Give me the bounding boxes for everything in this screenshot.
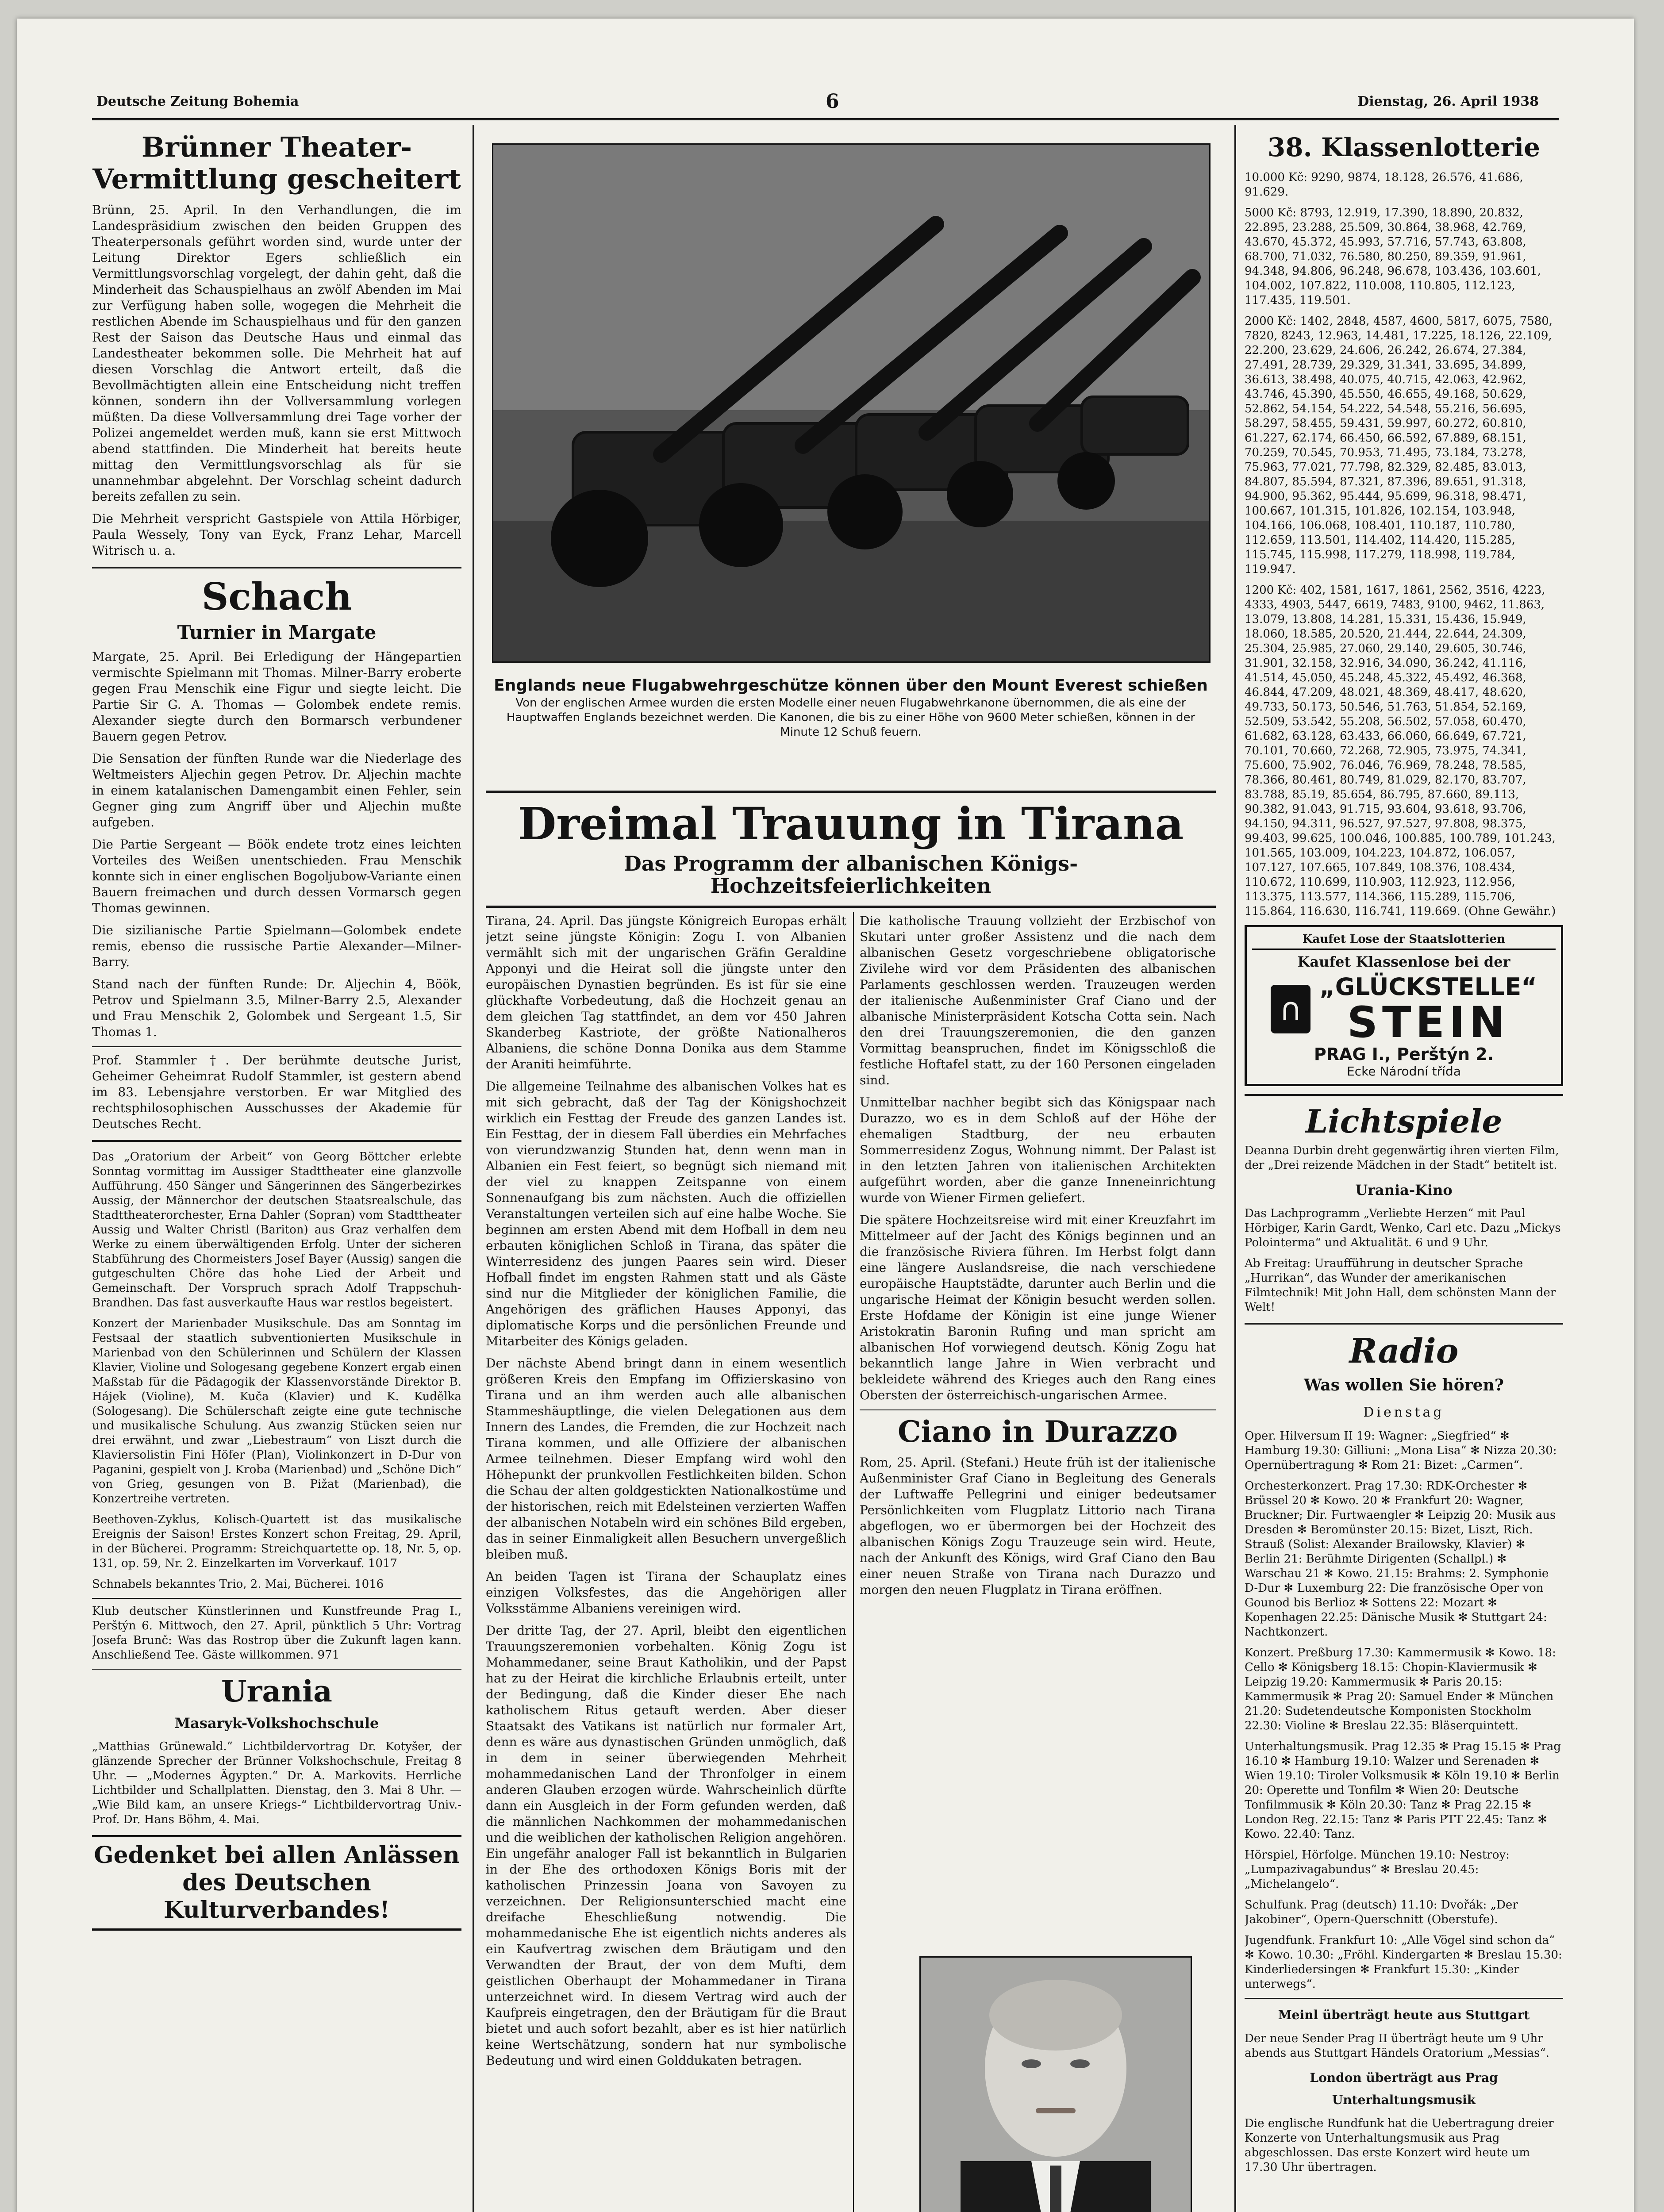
- divider: [1245, 1998, 1563, 1999]
- caption-text: Von der englischen Armee wurden die ersten Modelle einer neuen Flugabwehrkanone übernommen, die als eine der Hauptwaffen Englands bezeichnet werden. Die Kanonen, die bis zu einer Höhe von 9600 Meter schießen, können in der Minute 12 Schuß feuern.: [506, 696, 1195, 739]
- article-text: Rom, 25. April. (Stefani.) Heute früh ist der italienische Außenminister Graf Ciano in Begleitung des Generals der Luftwaffe Pellegrini und einiger bedeutsamer Persönlichkeiten vom Flugplatz Littorio nach Tirana abgeflogen, wo er übermorgen bei der Hochzeit des albanischen Königs Zogu Trauzeuge sein wird. Heute, nach der Ankunft des Königs, wird Graf Ciano den Bau einer neuen Straße von Tirana nach Durazzo und morgen den neuen Flugplatz in Tirana eröffnen.: [860, 1455, 1216, 1597]
- radio-headline: Radio: [1349, 1331, 1459, 1371]
- divider: [1245, 1323, 1563, 1325]
- urania-headline: Urania: [221, 1674, 332, 1709]
- tirana-subheadline: Das Programm der albanischen Königs-Hochzeitsfeierlichkeiten: [623, 852, 1078, 898]
- article-text: Die allgemeine Teilnahme des albanischen Volkes hat es mit sich gebracht, daß der Tag der Königshochzeit wirklich ein Festtag der Freude des ganzen Landes ist. Ein Festtag, der in diesem Fall überdies ein Mehrfaches von vierundzwanzig Stunden hat, denn wenn man in Albanien ein Fest feiert, so begnügt sich niemand mit der viel zu knappen Zeitspanne von einem Sonnenaufgang bis zum nächsten. Auch die offiziellen Veranstaltungen verteilen sich auf eine halbe Woche. Sie beginnen am ersten Abend mit dem Hofball in dem neu erbauten königlichen Schloß in Tirana, das später die Winterresidenz des jungen Paares sein wird. Dieser Hofball findet im engsten Rahmen statt und als Gäste sind nur die Mitglieder der königlichen Familie, die Angehörigen des gräflichen Hauses Apponyi, das diplomatische Korps und die persönlichen Freunde und Mitarbeiter des Königs geladen.: [486, 1079, 846, 1348]
- issue-date: Dienstag, 26. April 1938: [1357, 94, 1539, 109]
- article-text: Tirana, 24. April. Das jüngste Königreich Europas erhält jetzt seine jüngste Königin: Zogu I. von Albanien vermählt sich mit der ungarischen Gräfin Geraldine Apponyi und die Heirat soll die jüngste unter den europäischen Dynastien begründen. Es ist für sie eine glückhafte Vorbedeutung, daß die Hochzeit genau an dem gleichen Tag stattfindet, an dem vor 450 Jahren Skanderbeg Kastriote, der größte Nationalheros Albaniens, die schöne Donna Donika aus dem Stamme der Araniti heimführte.: [486, 914, 846, 1071]
- article-text: Die Partie Sergeant — Böök endete trotz eines leichten Vorteiles des Weißen unentschieden. Frau Menschik konnte sich in einer englischen Bogoljubow-Variante einen Bauern freimachen und durch dessen Vormarsch gegen Thomas gewinnen.: [92, 837, 461, 915]
- article-text: Stand nach der fünften Runde: Dr. Aljechin 4, Böök, Petrov und Spielmann 3.5, Milner-Barry 2.5, Alexander und Frau Menschik 2, Golombek und Sergeant 1.5, Sir Thomas 1.: [92, 977, 461, 1039]
- slogan-text: Gedenket bei allen Anlässen des Deutschen Kulturverbandes!: [94, 1842, 460, 1924]
- newspaper-page: [17, 19, 1634, 2212]
- article-text: Das Lachprogramm „Verliebte Herzen“ mit Paul Hörbiger, Karin Gardt, Wenko, Carl etc. Dazu „Mickys Polointerma“ und Aktualität. 6 und 9 Uhr.: [1245, 1207, 1561, 1249]
- lottery-numbers: 10.000 Kč: 9290, 9874, 18.128, 26.576, 41.686, 91.629.: [1245, 171, 1523, 199]
- radio-listing: Oper. Hilversum II 19: Wagner: „Siegfried“ ✻ Hamburg 19.30: Gilliuni: „Mona Lisa“ ✻ Nizza 20.30: Opernübertragung ✻ Rom 21: Bizet: „Carmen“.: [1245, 1429, 1557, 1472]
- portrait-photo: [919, 1956, 1192, 2212]
- divider: [92, 1140, 461, 1142]
- lottery-numbers: 2000 Kč: 1402, 2848, 4587, 4600, 5817, 6075, 7580, 7820, 8243, 12.963, 14.481, 17.225, 18.126, 22.109, 22.200, 23.629, 24.606, 26.242, 26.674, 27.384, 27.491, 28.739, 29.329, 31.341, 33.695, 34.899, 36.613, 38.498, 40.075, 40.715, 42.063, 42.962, 43.746, 45.390, 45.550, 46.655, 49.168, 50.629, 52.862, 54.154, 54.222, 54.548, 55.216, 56.695, 58.297, 58.455, 59.431, 59.997, 60.272, 60.810, 61.227, 62.174, 66.450, 66.592, 67.889, 68.151, 70.259, 70.545, 70.953, 71.495, 73.184, 73.278, 75.963, 77.021, 77.798, 82.329, 82.485, 83.013, 84.807, 85.594, 87.321, 87.396, 89.651, 91.318, 94.900, 95.362, 95.444, 95.699, 96.318, 98.471, 100.667, 101.315, 101.826, 102.154, 103.948, 104.166, 106.068, 108.401, 110.187, 110.780, 112.659, 113.501, 114.402, 114.420, 115.285, 115.745, 115.998, 117.279, 118.998, 119.784, 119.947.: [1245, 315, 1553, 576]
- antiaircraft-photo: [492, 143, 1211, 663]
- lichtspiele-headline: Lichtspiele: [1305, 1102, 1503, 1140]
- antiaircraft-guns-illustration: [493, 145, 1209, 661]
- column-left: [92, 131, 461, 2212]
- ciano-headline: Ciano in Durazzo: [897, 1414, 1178, 1449]
- article-text: Die katholische Trauung vollzieht der Erzbischof von Skutari unter großer Assistenz und die nach dem albanischen Gesetz vorgeschriebene obligatorische Zivilehe wird vor dem Präsidenten des albanischen Parlaments geschlossen werden. Trauzeugen werden der italienische Außenminister Graf Ciano und der albanische Ministerpräsident Kotscha Cotta sein. Nach den drei Trauungszeremonien, die den ganzen Vormittag beanspruchen, findet im Königsschloß die festliche Hoftafel statt, zu der 160 Personen eingeladen sind.: [860, 914, 1216, 1087]
- divider: [92, 1598, 461, 1599]
- article-text: Margate, 25. April. Bei Erledigung der Hängepartien vermischte Spielmann mit Thomas. Milner-Barry eroberte gegen Frau Menschik eine Figur und siegte leicht. Die Partie Sir G. A. Thomas — Golombek endete remis. Alexander siegte durch den Bormarsch verbundener Bauern gegen Petrov.: [92, 649, 461, 744]
- article-text: Konzert der Marienbader Musikschule. Das am Sonntag im Festsaal der staatlich subventionierten Musikschule in Marienbad von den Schülerinnen und Schülern der Klassen Klavier, Violine und Sologesang gegebene Konzert ergab einen Maßstab für die Pädagogik der Klassenvorstände Direktor B. Hájek (Violine), M. Kuča (Klavier) und K. Kudělka (Sologesang). Die Schülerschaft zeigte eine gute technische und musikalische Schulung. Aus zwanzig Stücken seien nur drei erwähnt, und zwar „Liebestraum“ von Liszt durch die Klaviersolistin Fini Höfer (Plan), Violinkonzert in D-Dur von Paganini, gespielt von J. Kroba (Marienbad) und „Schöne Dich“ von Grieg, gesungen von B. Pižat (Marienbad), die Konzertreihe vertreten.: [92, 1317, 461, 1505]
- page-header: [17, 19, 1634, 116]
- theater-headline: Brünner Theater-Vermittlung gescheitert: [92, 131, 461, 195]
- article-text: „Matthias Grünewald.“ Lichtbildervortrag Dr. Kotyšer, der glänzende Sprecher der Brünner Volkshochschule, Freitag 8 Uhr. — „Modernes Ägypten.“ Dr. A. Markovits. Herrliche Lichtbilder und Schallplatten. Dienstag, den 3. Mai 8 Uhr. — „Wie Bild kam, an unsere Kriegs-“ Lichtbildervortrag Univ.-Prof. Dr. Hans Böhm, 4. Mai.: [92, 1740, 461, 1826]
- portrait-illustration: [921, 1958, 1191, 2212]
- ad-address-note: Ecke Národní třída: [1347, 1064, 1461, 1079]
- article-text: Die spätere Hochzeitsreise wird mit einer Kreuzfahrt im Mittelmeer auf der Jacht des Königs beginnen und an die französische Riviera führen. Im Herbst folgt dann eine längere Auslandsreise, die nach verschiedene europäische Hauptstädte, darunter auch Berlin und die ungarische Heimat der Königin besucht werden sollen. Erste Hofdame der Königin ist eine junge Wiener Aristokratin Baronin Rufing und man spricht am albanischen Hof vorwiegend deutsch. König Zogu hat bekanntlich lange Jahre in Wien verbracht und bekleidete während des Krieges auch den Rang eines Obersten der österreichisch-ungarischen Armee.: [860, 1213, 1216, 1402]
- divider: [92, 1046, 461, 1047]
- article-text: Die sizilianische Partie Spielmann—Golombek endete remis, ebenso die russische Partie Alexander—Milner-Barry.: [92, 923, 461, 969]
- divider: [92, 1669, 461, 1670]
- article-text: Die Mehrheit verspricht Gastspiele von Attila Hörbiger, Paula Wessely, Tony van Eyck, Franz Lehar, Marcell Witrisch u. a.: [92, 511, 461, 558]
- radio-day: Dienstag: [1363, 1405, 1445, 1420]
- article-text: Ab Freitag: Uraufführung in deutscher Sprache „Hurrikan“, das Wunder der amerikanischen Filmtechnik! Mit John Hall, dem schönsten Mann der Welt!: [1245, 1257, 1556, 1314]
- divider: [486, 791, 1216, 793]
- radio-question: Was wollen Sie hören?: [1304, 1376, 1504, 1394]
- radio-listing: Konzert. Preßburg 17.30: Kammermusik ✻ Kowo. 18: Cello ✻ Königsberg 18.15: Chopin-Klaviermusik ✻ Leipzig 19.20: Kammermusik ✻ Paris 20.15: Kammermusik ✻ Prag 20: Samuel Ender ✻ München 21.20: Sudetendeutsche Komponisten Stockholm 22.30: Violine ✻ Breslau 22.35: Bläserquintett.: [1245, 1646, 1556, 1732]
- page-number: 6: [826, 90, 839, 113]
- radio-listing: Jugendfunk. Frankfurt 10: „Alle Vögel sind schon da“ ✻ Kowo. 10.30: „Fröhl. Kindergarten ✻ Breslau 15.30: Kinderliedersingen ✻ Frankfurt 15.30: „Kinder unterwegs“.: [1245, 1934, 1562, 1991]
- article-text: Prof. Stammler †. Der berühmte deutsche Jurist, Geheimer Geheimrat Rudolf Stammler, ist gestern abend im 83. Lebensjahre verstorben. Er war Mitglied des rechtsphilosophischen Ausschusses der Akademie für Deutsches Recht.: [92, 1053, 461, 1131]
- tirana-column-a: [486, 913, 846, 2212]
- lottery-numbers: 1200 Kč: 402, 1581, 1617, 1861, 2562, 3516, 4223, 4333, 4903, 5447, 6619, 7483, 9100, 9462, 11.863, 13.079, 13.808, 14.281, 15.331, 15.436, 15.949, 18.060, 18.585, 20.520, 21.444, 22.644, 24.309, 25.304, 25.985, 27.060, 29.140, 29.605, 30.746, 31.901, 32.158, 32.916, 34.090, 36.242, 41.116, 41.514, 45.050, 45.248, 45.322, 45.492, 46.368, 46.844, 47.209, 48.021, 48.369, 48.417, 48.620, 49.733, 50.173, 50.546, 51.763, 51.854, 52.169, 52.509, 53.542, 55.208, 56.502, 57.058, 60.470, 61.682, 63.128, 63.433, 66.060, 66.649, 67.721, 70.101, 70.660, 72.268, 72.905, 73.975, 74.341, 75.600, 75.902, 76.046, 76.969, 78.248, 78.585, 78.366, 80.461, 80.749, 81.029, 82.170, 83.707, 83.788, 85.19, 85.654, 86.795, 87.660, 89.113, 90.382, 91.043, 91.715, 93.604, 93.618, 93.706, 94.150, 94.311, 96.527, 97.527, 97.808, 98.375, 99.403, 99.625, 100.046, 100.885, 100.789, 101.243, 101.565, 103.009, 104.223, 104.872, 106.057, 107.127, 107.665, 107.849, 108.376, 108.434, 110.672, 110.699, 110.903, 112.923, 112.956, 113.375, 113.577, 114.366, 115.289, 115.706, 115.864, 116.630, 116.741, 119.669. (Ohne Gewähr.): [1245, 584, 1556, 918]
- lottery-numbers: 5000 Kč: 8793, 12.919, 17.390, 18.890, 20.832, 22.895, 23.288, 25.509, 30.864, 38.968, 42.769, 43.670, 45.372, 45.993, 57.716, 57.743, 63.808, 68.700, 71.032, 76.580, 80.250, 89.359, 91.961, 94.348, 94.806, 96.248, 96.678, 103.436, 103.601, 104.002, 107.822, 110.008, 110.805, 112.123, 117.435, 119.501.: [1245, 206, 1541, 307]
- column-rule: [1234, 125, 1236, 2212]
- column-rule: [853, 912, 854, 2212]
- tirana-headline: Dreimal Trauung in Tirana: [518, 799, 1184, 850]
- radio-listing: Unterhaltungsmusik. Prag 12.35 ✻ Prag 15.15 ✻ Prag 16.10 ✻ Hamburg 19.10: Walzer und Serenaden ✻ Wien 19.10: Tiroler Volksmusik ✻ Köln 19.10 ✻ Berlin 20: Operette und Tonfilm ✻ Wien 20: Deutsche Tonfilmmusik ✻ Köln 20.30: Tanz ✻ Prag 22.15 ✻ London Reg. 22.15: Tanz ✻ Paris PTT 22.45: Tanz ✻ Kowo. 22.40: Tanz.: [1245, 1740, 1561, 1841]
- radio-listing: Hörspiel, Hörfolge. München 19.10: Nestroy: „Lumpazivagabundus“ ✻ Breslau 20.45: „Michelangelo“.: [1245, 1848, 1510, 1891]
- horseshoe-icon: ∩: [1271, 985, 1310, 1033]
- schach-subheadline: Turnier in Margate: [177, 622, 377, 643]
- schach-headline: Schach: [201, 575, 352, 618]
- column-right: [1245, 131, 1563, 2212]
- article-text: Unmittelbar nachher begibt sich das Königspaar nach Durazzo, wo es in dem Schloß auf der Höhe der ehemaligen Stadtburg, der neu erbauten Sommerresidenz Zogus, Wohnung nimmt. Der Palast ist in den letzten Jahren von italienischen Architekten aufgeführt worden, aber die ganze Inneneinrichtung wurde von Wiener Firmen geliefert.: [860, 1095, 1216, 1205]
- masthead-name: Deutsche Zeitung Bohemia: [96, 94, 299, 109]
- radio-listing: Orchesterkonzert. Prag 17.30: RDK-Orchester ✻ Brüssel 20 ✻ Kowo. 20 ✻ Frankfurt 20: Wagner, Bruckner; Dir. Furtwaengler ✻ Leipzig 20: Musik aus Dresden ✻ Beromünster 20.15: Bizet, Liszt, Rich. Strauß (Solist: Alexander Brailowsky, Klavier) ✻ Berlin 21: Berühmte Dirigenten (Schallpl.) ✻ Warschau 21 ✻ Kowo. 21.15: Brahms: 2. Symphonie D-Dur ✻ Luxemburg 22: Die französische Oper von Gounod bis Berlioz ✻ Sottens 22: Mozart ✻ Kopenhagen 22.25: Dänische Musik ✻ Stuttgart 24: Nachtkonzert.: [1245, 1479, 1556, 1639]
- article-text: Brünn, 25. April. In den Verhandlungen, die im Landespräsidium zwischen den beiden Gruppen des Theaterpersonals geführt worden sind, wurde unter der Leitung Direktor Egers schließlich ein Vermittlungsvorschlag vorgelegt, der dahin geht, daß die Minderheit das Schauspielhaus an zwölf Abenden im Mai zur Verfügung haben solle, wogegen die Mehrheit die restlichen Abende im Schauspielhaus und für den ganzen Rest der Saison das Deutsche Haus und einmal das Landestheater bekommen solle. Die Mehrheit hat auf diesen Vorschlag die Antwort erteilt, daß die Bevollmächtigten allein eine Entscheidung nicht treffen können, sondern ihn der Vollversammlung vorlegen müßten. Da diese Vollversammlung drei Tage vorher der Polizei angemeldet werden muß, kann sie erst Mittwoch abend stattfinden. Die Minderheit hat bereits heute mittag den Vermittlungsvorschlag als für sie unannehmbar abgelehnt. Der Vorschlag scheint dadurch bereits zefallen zu sein.: [92, 203, 461, 504]
- lottery-advertisement: [1245, 925, 1563, 1086]
- caption-headline: Englands neue Flugabwehrgeschütze können über den Mount Everest schießen: [494, 676, 1208, 695]
- urania-subheadline: Masaryk-Volkshochschule: [174, 1715, 379, 1732]
- ad-shop-name: „GLÜCKSTELLE“: [1319, 973, 1537, 1001]
- article-text: An beiden Tagen ist Tirana der Schauplatz eines einzigen Volksfestes, das die Angehörigen aller Volksstämme Albaniens vereinigen wird.: [486, 1569, 846, 1616]
- article-text: Der dritte Tag, der 27. April, bleibt den eigentlichen Trauungszeremonien vorbehalten. König Zogu ist Mohammedaner, seine Braut Katholikin, und der Papst hat zu der Heirat die kirchliche Erlaubnis erteilt, unter der Bedingung, daß die Kinder dieser Ehe nach katholischem Ritus getauft werden. Aber dieser Staatsakt des Vatikans ist natürlich nur formaler Art, denn es wäre aus dynastischen Gründen unmöglich, daß in dem in seiner überwiegenden Mehrheit mohammedanischen Land der Thronfolger in einem anderen Glauben erzogen würde. Wahrscheinlich dürfte dann ein Ausgleich in der Form gefunden werden, daß die männlichen Nachkommen der mohammedanischen und die weiblichen der katholischen Religion angehören. Ein ungefähr analoger Fall ist bekanntlich in Bulgarien in der Ehe des orthodoxen Königs Boris mit der katholischen Prinzessin Joana von Savoyen zu verzeichnen. Der Religionsunterschied macht eine dreifache Eheschließung notwendig. Die mohammedanische Ehe ist eigentlich nichts anderes als ein Kaufvertrag zwischen dem Bräutigam und den Verwandten der Braut, der von dem Mufti, dem geistlichen Oberhaupt der Mohammedaner in Tirana unterzeichnet wird. In diesem Vertrag wird auch der Kaufpreis eingetragen, den der Bräutigam für die Braut bietet und auch sofort bezahlt, aber es ist hier natürlich keine Wertschätzung, sondern hat nur symbolische Bedeutung und wird einen Golddukaten betragen.: [486, 1623, 846, 2068]
- article-text: Schnabels bekanntes Trio, 2. Mai, Bücherei. 1016: [92, 1578, 384, 1591]
- tirana-column-b: [860, 913, 1216, 1944]
- kino-name: Urania-Kino: [1355, 1182, 1453, 1198]
- column-rule: [473, 125, 474, 2212]
- divider: [486, 906, 1216, 908]
- slogan-box: [92, 1835, 461, 1931]
- article-text: Die englische Rundfunk hat die Uebertragung dreier Konzerte von Unterhaltungsmusik aus Prag abgeschlossen. Das erste Konzert wird heute um 17.30 Uhr übertragen.: [1245, 2117, 1554, 2174]
- ad-line: Kaufet Klassenlose bei der: [1297, 953, 1510, 970]
- divider: [860, 1409, 1216, 1410]
- article-text: Das „Oratorium der Arbeit“ von Georg Böttcher erlebte Sonntag vormittag im Aussiger Stadttheater eine glanzvolle Aufführung. 450 Sänger und Sängerinnen des Sängerbezirkes Aussig, der Männerchor der deutschen Staatsrealschule, das Stadttheaterorchester, Erna Dahler (Sopran) vom Stadttheater Aussig und Walter Christl (Bariton) aus Graz verhalfen dem Werke zu einem überwältigenden Erfolg. Unter der sicheren Stabführung des Chormeisters Josef Bayer (Aussig) sangen die gutgeschulten Chöre das hohe Lied der Arbeit und Gemeinschaft. Der Vorspruch sprach Adolf Trappschuh-Brandhen. Das fast ausverkaufte Haus war restlos begeistert.: [92, 1150, 461, 1310]
- header-rule: [92, 118, 1559, 120]
- lotterie-headline: 38. Klassenlotterie: [1267, 132, 1541, 162]
- article-text: Die Sensation der fünften Runde war die Niederlage des Weltmeisters Aljechin gegen Petrov. Dr. Aljechin machte in einem katalanischen Damengambit einen Fehler, sein Gegner ging zum Angriff über und Aljechin mußte aufgeben.: [92, 751, 461, 830]
- article-text: Der neue Sender Prag II überträgt heute um 9 Uhr abends aus Stuttgart Händels Oratorium „Messias“.: [1245, 2032, 1550, 2060]
- article-text: Klub deutscher Künstlerinnen und Kunstfreunde Prag I., Perštýn 6. Mittwoch, den 27. April, pünktlich 5 Uhr: Vortrag Josefa Brunč: Was das Rostrop über die Zukunft lagen kann. Anschließend Tee. Gäste willkommen. 971: [92, 1605, 461, 1662]
- photo-caption: [486, 676, 1216, 791]
- radio-listing: Schulfunk. Prag (deutsch) 11.10: Dvořák: „Der Jakobiner“, Opern-Querschnitt (Oberstufe).: [1245, 1898, 1518, 1926]
- meinl-heading: Meinl überträgt heute aus Stuttgart: [1278, 2008, 1530, 2022]
- article-text: Der nächste Abend bringt dann in einem wesentlich größeren Kreis den Empfang im Offizierskasino von Tirana und an ihm werden auch alle albanischen Stammeshäuptlinge, die vielen Delegationen aus dem Innern des Landes, die Fremden, die zur Hochzeit nach Tirana kommen, und alle Offiziere der albanischen Armee teilnehmen. Dieser Empfang wird wohl den Höhepunkt der prunkvollen Festlichkeiten bilden. Schon die Schau der alten goldgestickten Nationalkostüme und der historischen, reich mit Edelsteinen verzierten Waffen der albanischen Notabeln wird ein schönes Bild ergeben, das in seiner Einmaligkeit allen Besuchern unvergeßlich bleiben muß.: [486, 1356, 846, 1562]
- london-heading: London überträgt aus Prag Unterhaltungsmusik: [1310, 2070, 1498, 2107]
- tirana-header: [486, 799, 1216, 906]
- article-text: Beethoven-Zyklus, Kolisch-Quartett ist das musikalische Ereignis der Saison! Erstes Konzert schon Freitag, 29. April, in der Bücherei. Programm: Streichquartette op. 18, Nr. 5, op. 131, op. 59, Nr. 2. Einzelkarten im Vorverkauf. 1017: [92, 1513, 461, 1570]
- article-text: Deanna Durbin dreht gegenwärtig ihren vierten Film, der „Drei reizende Mädchen in der Stadt“ betitelt ist.: [1245, 1144, 1559, 1172]
- ad-address: PRAG I., Perštýn 2.: [1314, 1045, 1494, 1064]
- ad-top-line: Kaufet Lose der Staatslotterien: [1252, 933, 1556, 950]
- divider: [92, 567, 461, 568]
- divider: [1245, 1094, 1563, 1096]
- ad-shop-owner: STEIN: [1347, 998, 1510, 1047]
